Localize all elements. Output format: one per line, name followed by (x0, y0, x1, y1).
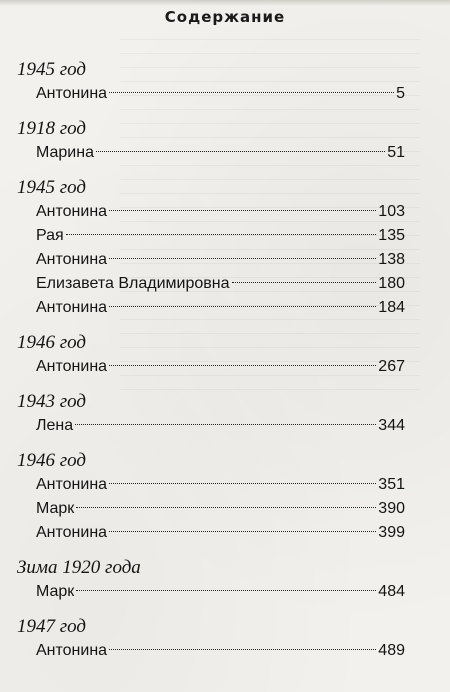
toc-entry[interactable] (36, 296, 405, 320)
toc-entry-name: Антонина (36, 299, 108, 316)
toc-entry[interactable] (36, 414, 405, 438)
toc-entry-name: Елизавета Владимировна (36, 275, 230, 292)
toc-entry[interactable] (36, 200, 405, 224)
toc-entry[interactable] (36, 355, 405, 379)
toc-entry[interactable] (36, 521, 405, 545)
toc-entry-name: Антонина (36, 203, 108, 220)
toc-entry[interactable] (36, 224, 405, 248)
toc-entry-page: 138 (378, 251, 405, 268)
dot-leader (109, 649, 376, 650)
toc-entry[interactable] (36, 580, 405, 604)
toc-entry[interactable] (36, 639, 405, 663)
dot-leader (109, 531, 376, 532)
toc-entry[interactable] (36, 272, 405, 296)
dot-leader (75, 424, 376, 425)
dot-leader (109, 365, 376, 366)
toc-section-heading: 1943 год (17, 391, 87, 412)
toc-section-heading: 1918 год (17, 118, 87, 139)
dot-leader (66, 234, 377, 235)
dot-leader (232, 282, 377, 283)
toc-entry-name: Антонина (36, 85, 108, 102)
toc-entry-name: Марина (36, 144, 94, 161)
toc-entry-page: 344 (378, 417, 405, 434)
toc-entry-name: Антонина (36, 524, 108, 541)
toc-entry-name: Лена (36, 417, 74, 434)
toc-entry-name: Марк (36, 500, 75, 517)
dot-leader (109, 483, 376, 484)
dot-leader (76, 507, 376, 508)
toc-entry[interactable] (36, 248, 405, 272)
toc-entry[interactable] (36, 497, 405, 521)
dot-leader (109, 92, 394, 93)
toc-entry-page: 184 (378, 299, 405, 316)
table-of-contents (0, 58, 450, 663)
page-title: Содержание (164, 8, 286, 26)
toc-entry-name: Антонина (36, 642, 108, 659)
toc-section-heading: 1946 год (17, 332, 87, 353)
toc-section-heading: 1946 год (17, 450, 87, 471)
toc-entry-page: 351 (378, 476, 405, 493)
toc-entry[interactable] (36, 473, 405, 497)
toc-section-heading: 1945 год (17, 59, 87, 80)
toc-entry-page: 489 (378, 642, 405, 659)
dot-leader (109, 306, 376, 307)
dot-leader (109, 258, 376, 259)
toc-section-heading: Зима 1920 года (17, 557, 141, 578)
toc-entry[interactable] (36, 82, 405, 106)
dot-leader (96, 151, 385, 152)
page-top-edge (0, 0, 450, 6)
toc-entry-page: 390 (378, 500, 405, 517)
toc-entry[interactable] (36, 141, 405, 165)
toc-section-heading: 1945 год (17, 177, 87, 198)
toc-section-heading: 1947 год (17, 616, 87, 637)
toc-entry-name: Марк (36, 583, 75, 600)
toc-entry-page: 484 (378, 583, 405, 600)
toc-entry-page: 399 (378, 524, 405, 541)
toc-entry-name: Антонина (36, 476, 108, 493)
toc-entry-name: Рая (36, 227, 64, 244)
toc-entry-page: 135 (378, 227, 405, 244)
toc-entry-page: 5 (396, 85, 405, 102)
toc-entry-page: 103 (378, 203, 405, 220)
toc-entry-name: Антонина (36, 358, 108, 375)
toc-entry-page: 180 (378, 275, 405, 292)
toc-entry-page: 51 (387, 144, 405, 161)
toc-entry-name: Антонина (36, 251, 108, 268)
toc-entry-page: 267 (378, 358, 405, 375)
dot-leader (76, 590, 376, 591)
dot-leader (109, 210, 376, 211)
